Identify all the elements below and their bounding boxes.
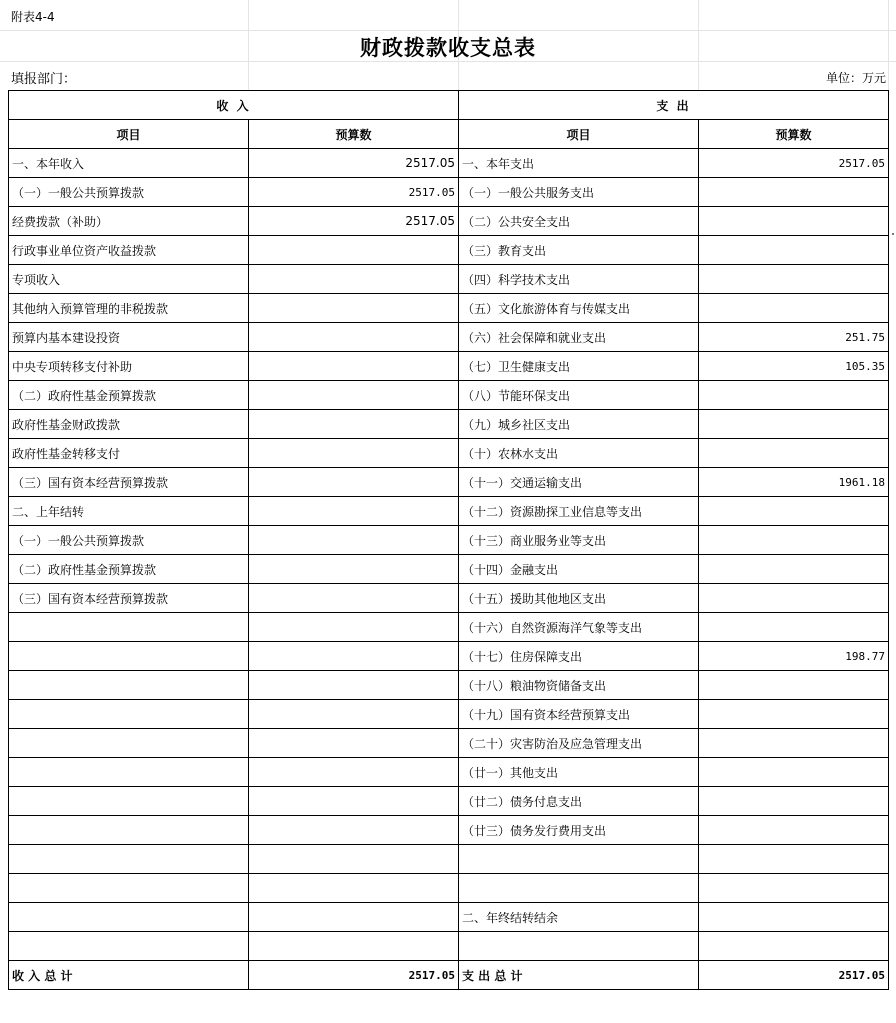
income-value-cell [249,584,459,613]
unit-label: 单位：万元 [825,71,886,85]
page-title: 财政拨款收支总表 [360,35,536,60]
table-row [9,352,889,381]
income-value-cell [249,700,459,729]
income-value-cell [249,352,459,381]
income-value-cell [249,323,459,352]
expense-value-cell [699,207,889,236]
expense-value-cell [699,236,889,265]
expense-value-cell [699,874,889,903]
expense-item-cell: 一、本年支出 [459,149,699,178]
expense-value-cell [699,845,889,874]
income-total-label: 收 入 总 计 [9,961,249,990]
income-item-cell [9,642,249,671]
income-value-cell [249,294,459,323]
expense-value-cell [699,787,889,816]
column-header-row [9,120,889,149]
income-value-cell [249,642,459,671]
expense-value-cell: 198.77 [699,642,889,671]
income-value-cell [249,265,459,294]
income-value-cell [249,816,459,845]
income-value-cell [249,497,459,526]
expense-item-cell: （九）城乡社区支出 [459,410,699,439]
table-row [9,410,889,439]
table-row [9,932,889,961]
income-value-cell [249,613,459,642]
budget-table [8,90,889,990]
expense-value-cell [699,671,889,700]
expense-item-cell: （十）农林水支出 [459,439,699,468]
income-item-cell [9,671,249,700]
table-row [9,758,889,787]
expense-item-cell: （十八）粮油物资储备支出 [459,671,699,700]
expense-value-cell [699,584,889,613]
table-row [9,903,889,932]
income-value-cell [249,671,459,700]
income-item-cell: 其他纳入预算管理的非税拨款 [9,294,249,323]
income-item-cell: 一、本年收入 [9,149,249,178]
income-item-cell [9,845,249,874]
table-row [9,149,889,178]
table-row [9,874,889,903]
income-item-cell: 经费拨款（补助） [9,207,249,236]
expense-value-cell: 2517.05 [699,149,889,178]
income-item-cell: 政府性基金转移支付 [9,439,249,468]
expense-item-cell: （六）社会保障和就业支出 [459,323,699,352]
expense-item-cell: （廿三）债务发行费用支出 [459,816,699,845]
table-row [9,787,889,816]
table-row [9,671,889,700]
income-item-cell: 政府性基金财政拨款 [9,410,249,439]
expense-value-cell [699,294,889,323]
income-value-cell [249,526,459,555]
income-budget-header: 预算数 [249,120,459,149]
expense-value-cell [699,265,889,294]
dept-label: 填报部门： [11,72,77,87]
expense-item-header: 项目 [459,120,699,149]
income-item-cell [9,932,249,961]
expense-item-cell: （二）公共安全支出 [459,207,699,236]
expense-item-cell: （十五）援助其他地区支出 [459,584,699,613]
expense-value-cell [699,758,889,787]
expense-value-cell [699,700,889,729]
expense-value-cell [699,816,889,845]
expense-header: 支 出 [459,91,889,120]
income-value-cell [249,758,459,787]
income-item-cell: 预算内基本建设投资 [9,323,249,352]
expense-item-cell [459,932,699,961]
expense-item-cell: （十六）自然资源海洋气象等支出 [459,613,699,642]
expense-total-label: 支 出 总 计 [459,961,699,990]
income-item-cell [9,816,249,845]
expense-item-cell: （十三）商业服务业等支出 [459,526,699,555]
expense-item-cell: （十二）资源勘探工业信息等支出 [459,497,699,526]
income-value-cell [249,845,459,874]
table-row [9,207,889,236]
income-value-cell [249,236,459,265]
income-item-cell [9,758,249,787]
expense-value-cell [699,178,889,207]
expense-value-cell: 105.35 [699,352,889,381]
income-header: 收 入 [9,91,459,120]
table-row [9,555,889,584]
expense-item-cell: （四）科学技术支出 [459,265,699,294]
income-item-cell [9,787,249,816]
expense-value-cell [699,729,889,758]
expense-item-cell [459,845,699,874]
income-value-cell [249,381,459,410]
income-value-cell [249,729,459,758]
expense-item-cell: （七）卫生健康支出 [459,352,699,381]
expense-value-cell [699,555,889,584]
expense-value-cell [699,613,889,642]
income-item-cell [9,903,249,932]
table-row [9,613,889,642]
expense-item-cell: （一）一般公共服务支出 [459,178,699,207]
income-value-cell [249,874,459,903]
table-row [9,294,889,323]
expense-value-cell [699,497,889,526]
expense-item-cell: （八）节能环保支出 [459,381,699,410]
income-value-cell: 2517.05 [249,178,459,207]
income-value-cell [249,439,459,468]
expense-value-cell: 1961.18 [699,468,889,497]
income-value-cell: 2517.05 [249,149,459,178]
table-row [9,497,889,526]
expense-item-cell: （五）文化旅游体育与传媒支出 [459,294,699,323]
section-header-row [9,91,889,120]
income-value-cell [249,903,459,932]
expense-item-cell: （十七）住房保障支出 [459,642,699,671]
income-item-cell [9,700,249,729]
table-row [9,584,889,613]
annex-label: 附表4-4 [11,10,55,24]
expense-item-cell: （二十）灾害防治及应急管理支出 [459,729,699,758]
table-row [9,468,889,497]
income-item-cell: （三）国有资本经营预算拨款 [9,584,249,613]
expense-value-cell [699,903,889,932]
income-item-cell [9,874,249,903]
expense-item-cell: （廿一）其他支出 [459,758,699,787]
income-value-cell [249,410,459,439]
table-row [9,729,889,758]
table-row [9,816,889,845]
income-item-cell [9,729,249,758]
income-value-cell [249,555,459,584]
expense-item-cell: （十九）国有资本经营预算支出 [459,700,699,729]
expense-value-cell [699,381,889,410]
income-item-cell: 行政事业单位资产收益拨款 [9,236,249,265]
expense-item-cell: 二、年终结转结余 [459,903,699,932]
table-row [9,700,889,729]
income-value-cell [249,468,459,497]
income-item-cell: （二）政府性基金预算拨款 [9,555,249,584]
total-row [9,961,889,990]
income-item-cell: （一）一般公共预算拨款 [9,526,249,555]
income-item-cell: 中央专项转移支付补助 [9,352,249,381]
table-row [9,526,889,555]
expense-value-cell [699,932,889,961]
income-value-cell [249,787,459,816]
expense-value-cell: 251.75 [699,323,889,352]
income-item-cell: （二）政府性基金预算拨款 [9,381,249,410]
table-row [9,439,889,468]
expense-budget-header: 预算数 [699,120,889,149]
expense-item-cell: （十一）交通运输支出 [459,468,699,497]
expense-item-cell: （廿二）债务付息支出 [459,787,699,816]
income-item-cell: 二、上年结转 [9,497,249,526]
stray-mark [892,233,894,235]
income-item-cell: （一）一般公共预算拨款 [9,178,249,207]
expense-value-cell [699,410,889,439]
expense-item-cell [459,874,699,903]
expense-value-cell [699,526,889,555]
income-item-cell: 专项收入 [9,265,249,294]
table-row [9,323,889,352]
table-row [9,381,889,410]
income-item-cell [9,613,249,642]
table-row [9,265,889,294]
expense-item-cell: （三）教育支出 [459,236,699,265]
expense-total-value: 2517.05 [699,961,889,990]
income-item-header: 项目 [9,120,249,149]
table-row [9,236,889,265]
income-value-cell: 2517.05 [249,207,459,236]
expense-value-cell [699,439,889,468]
table-row [9,642,889,671]
table-row [9,845,889,874]
income-value-cell [249,932,459,961]
table-row [9,178,889,207]
income-item-cell: （三）国有资本经营预算拨款 [9,468,249,497]
expense-item-cell: （十四）金融支出 [459,555,699,584]
income-total-value: 2517.05 [249,961,459,990]
